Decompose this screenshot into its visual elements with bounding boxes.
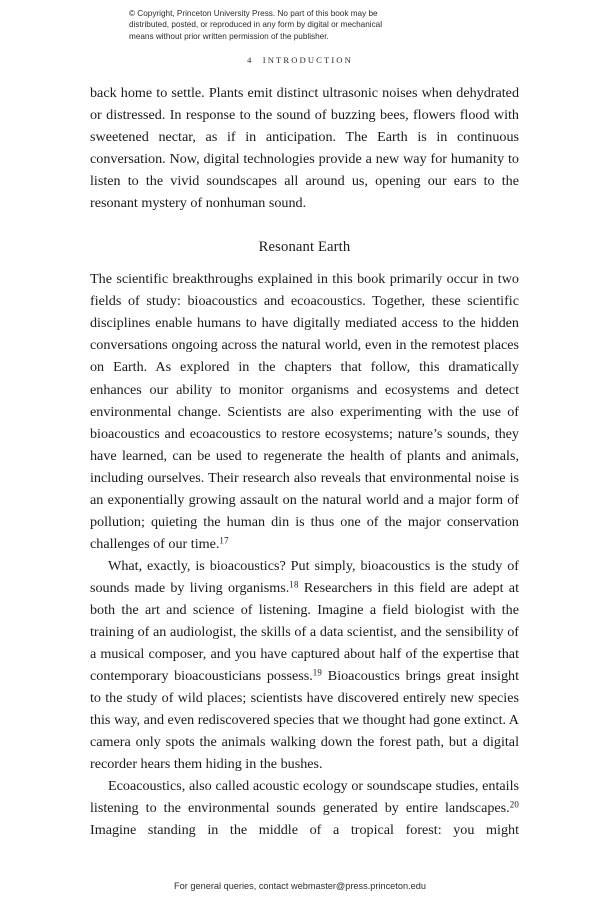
paragraph-3-text-a: What, exactly, is bioacoustics? Put simply, bioacoustics is the study of sounds made by living organisms. — [90, 557, 519, 596]
footnote-marker-20: 20 — [509, 799, 519, 810]
footer-queries-note: For general queries, contact webmaster@press.princeton.edu — [174, 881, 426, 891]
paragraph-4-text-a: Ecoacoustics, also called acoustic ecology or soundscape studies, entails listening to the environmental sounds generated by entire landscapes. — [90, 778, 519, 817]
paragraph-4-text-b: Imagine standing in the middle of a tropical forest: you might — [90, 822, 519, 839]
copyright-line-3: means without prior written permission of the publisher. — [129, 31, 329, 41]
section-heading: Resonant Earth — [258, 239, 351, 256]
running-head-title: INTRODUCTION — [262, 55, 353, 65]
footnote-marker-18: 18 — [289, 579, 299, 590]
paragraph-bioacoustics-ecoacoustics — [90, 268, 519, 555]
page-number: 4 — [247, 55, 252, 65]
paragraph-3-text-c: Bioacoustics brings great insight to the study of wild places; scientists have discovered entirely new species this way, and even rediscovered species that we thought had gone extinct. A camera only spots the animals walking down the forest path, but a digital recorder hears them hiding in the bushes. — [90, 668, 519, 773]
paragraph-continuation: back home to settle. Plants emit distinct ultrasonic noises when dehydrated or distressed. In response to the sound of buzzing bees, flowers flood with sweetened nectar, as if in anticipation. The Earth is in continuous conversation. Now, digital technologies provide a new way for humanity to listen to the vivid soundscapes all around us, opening our ears to the resonant mystery of nonhuman sound. — [90, 85, 519, 212]
paragraph-2-text: The scientific breakthroughs explained in this book primarily occur in two fields of study: bioacoustics and ecoacoustics. Together, these scientific disciplines enable humans to have digitally mediated access to the hidden conversations ongoing across the natural world, even in the remotest places on Earth. As explored in the chapters that follow, this dramatically enhances our ability to monitor organisms and ecosystems and detect environmental change. Scientists are also experimenting with the use of bioacoustics and ecoacoustics to restore ecosystems; nature’s sounds, they have learned, can be used to regenerate the health of plants and animals, including ourselves. Their research also reveals that environmental noise is an exponentially growing assault on the natural world and a major form of pollution; quieting the human din is thus one of the major conservation challenges of our time. — [90, 271, 519, 552]
paragraph-what-is-bioacoustics — [90, 555, 519, 775]
footnote-marker-19: 19 — [312, 667, 323, 678]
footnote-marker-17: 17 — [219, 535, 229, 546]
text-column — [90, 82, 519, 864]
running-head — [0, 55, 600, 65]
copyright-notice — [129, 8, 475, 42]
paragraph-3-text-b: Researchers in this field are adept at both the art and science of listening. Imagine a field biologist with the training of an audiologist, the skills of a data scientist, and the sensibility of a musical composer, and you have captured about half of the expertise that contemporary bioacousticians possess. — [90, 579, 519, 685]
paragraph-ecoacoustics — [90, 775, 519, 863]
copyright-line-2: distributed, posted, or reproduced in any form by digital or mechanical — [129, 20, 383, 30]
copyright-line-1: © Copyright, Princeton University Press. No part of this book may be — [129, 9, 378, 18]
